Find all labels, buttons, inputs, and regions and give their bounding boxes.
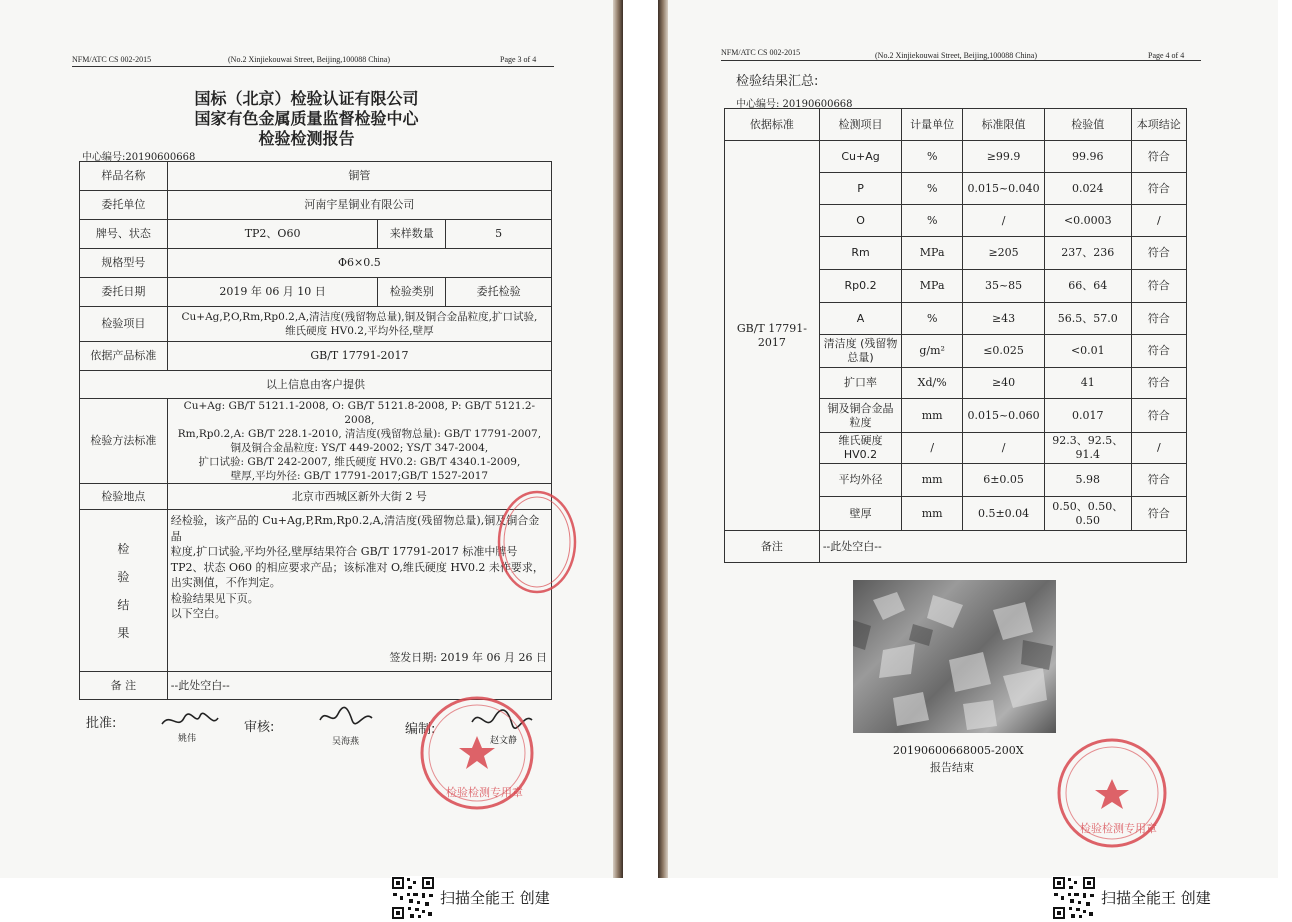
table-header-row	[725, 109, 1187, 141]
cell-unit: %	[902, 303, 963, 335]
cell-limit: 0.015~0.040	[963, 173, 1045, 205]
cell-value: 0.024	[1045, 173, 1132, 205]
remark-label: 备注	[725, 531, 820, 563]
spec-value: Φ6×0.5	[167, 249, 551, 278]
cell-unit: %	[902, 205, 963, 237]
cell-item: Rm	[819, 237, 901, 270]
standard-value: GB/T 17791-2017	[167, 342, 551, 371]
center-title: 国家有色金属质量监督检验中心	[194, 109, 419, 128]
cell-value: <0.01	[1045, 335, 1132, 368]
cell-value: 99.96	[1045, 141, 1132, 173]
microstructure-image	[853, 580, 1056, 733]
result-line: TP2、状态 O60 的相应要求产品；该标准对 O,维氏硬度 HV0.2 未作要求，	[170, 560, 544, 574]
entrust-date-value: 2019 年 06 月 10 日	[167, 278, 378, 307]
column-header: 本项结论	[1131, 109, 1186, 141]
client-info-note: 以上信息由客户提供	[80, 371, 552, 399]
qr-code-icon	[391, 876, 435, 920]
cell-item: 铜及铜合金晶粒度	[819, 399, 901, 433]
doc-address: (No.2 Xinjiekouwai Street, Beijing,100088 China)	[228, 55, 390, 64]
report-end: 报告结束	[930, 761, 974, 774]
table-row	[80, 399, 552, 484]
binding-shadow	[613, 0, 623, 922]
report-title: 检验检测报告	[258, 129, 355, 148]
cell-value: 66、64	[1045, 270, 1132, 303]
cell-item: Cu+Ag	[819, 141, 901, 173]
column-header: 依据标准	[725, 109, 820, 141]
table-row	[80, 162, 552, 191]
approve-label: 批准:	[86, 716, 117, 731]
scan-footer	[0, 878, 1292, 922]
approve-name: 姚伟	[178, 734, 197, 744]
report-page-4	[668, 0, 1278, 878]
cell-value: 237、236	[1045, 237, 1132, 270]
cell-unit: mm	[902, 399, 963, 433]
table-row	[80, 278, 552, 307]
place-label: 检验地点	[80, 484, 168, 510]
cell-item: 平均外径	[819, 464, 901, 497]
review-label: 审核:	[244, 720, 275, 735]
cell-limit: /	[963, 433, 1045, 464]
cell-unit: /	[902, 433, 963, 464]
cell-value: 92.3、92.5、91.4	[1045, 433, 1132, 464]
seal-subtext: 检验检测专用章	[1080, 822, 1157, 835]
cell-value: <0.0003	[1045, 205, 1132, 237]
column-header: 检测项目	[819, 109, 901, 141]
cell-limit: ≥205	[963, 237, 1045, 270]
cell-limit: ≥99.9	[963, 141, 1045, 173]
method-value	[167, 399, 551, 484]
center-number: 中心编号: 20190600668	[736, 99, 853, 110]
cell-item: A	[819, 303, 901, 335]
review-signature	[318, 704, 374, 730]
cell-result: 符合	[1131, 173, 1186, 205]
seal-subtext: 检验检测专用章	[446, 786, 523, 799]
cell-limit: 0.5±0.04	[963, 497, 1045, 531]
quantity-value: 5	[446, 220, 552, 249]
result-label-char: 验	[117, 569, 130, 584]
scanner-credit: 扫描全能王 创建	[1101, 889, 1211, 907]
report-page-3	[0, 0, 613, 878]
issue-date: 签发日期: 2019 年 06 月 26 日	[389, 650, 547, 664]
cell-limit: 6±0.05	[963, 464, 1045, 497]
cell-result: 符合	[1131, 335, 1186, 368]
items-label: 检验项目	[80, 307, 168, 342]
cell-unit: MPa	[902, 270, 963, 303]
cell-result: 符合	[1131, 303, 1186, 335]
result-line: 检验结果见下页。	[170, 591, 259, 605]
method-line: Cu+Ag: GB/T 5121.1-2008, O: GB/T 5121.8-2008, P: GB/T 5121.2-2008,	[183, 400, 536, 426]
image-caption: 20190600668005-200X	[893, 744, 1024, 757]
cell-item: Rp0.2	[819, 270, 901, 303]
scanner-credit: 扫描全能王 创建	[440, 889, 550, 907]
place-value: 北京市西城区新外大街 2 号	[167, 484, 551, 510]
result-line: 以下空白。	[170, 607, 226, 620]
cell-unit: Xd/%	[902, 368, 963, 399]
cell-unit: %	[902, 141, 963, 173]
cell-limit: 35~85	[963, 270, 1045, 303]
binding-shadow	[658, 0, 668, 922]
quantity-label: 来样数量	[378, 220, 446, 249]
table-row	[725, 141, 1187, 173]
cell-unit: %	[902, 173, 963, 205]
grade-value: TP2、O60	[167, 220, 378, 249]
entrust-date-label: 委托日期	[80, 278, 168, 307]
results-table	[724, 108, 1187, 563]
qr-code-icon	[1052, 876, 1096, 920]
compile-name: 赵文静	[490, 736, 518, 746]
cell-limit: ≤0.025	[963, 335, 1045, 368]
review-name: 吴海燕	[332, 737, 360, 747]
cell-result: 符合	[1131, 368, 1186, 399]
inspection-type-label: 检验类别	[378, 278, 446, 307]
cell-item: 维氏硬度 HV0.2	[819, 433, 901, 464]
header-rule	[721, 60, 1201, 61]
grade-label: 牌号、状态	[80, 220, 168, 249]
method-line: Rm,Rp0.2,A: GB/T 228.1-2010, 清洁度(残留物总量): GB/T 17791-2007,	[177, 428, 542, 440]
result-text	[167, 510, 551, 672]
table-row	[80, 191, 552, 220]
table-row	[725, 531, 1187, 563]
items-line: Cu+Ag,P,O,Rm,Rp0.2,A,清洁度(残留物总量),铜及铜合金晶粒度,扩口试验,	[181, 311, 538, 323]
result-line: 粒度,扩口试验,平均外径,壁厚结果符合 GB/T 17791-2017 标准中牌号	[170, 545, 518, 558]
cell-item: O	[819, 205, 901, 237]
company-title: 国标（北京）检验认证有限公司	[194, 89, 419, 108]
grain-pattern	[853, 580, 1056, 733]
cell-item: P	[819, 173, 901, 205]
method-line: 壁厚,平均外径: GB/T 17791-2017;GB/T 1527-2017	[230, 470, 489, 482]
cell-result: /	[1131, 433, 1186, 464]
doc-code: NFM/ATC CS 002-2015	[721, 48, 801, 57]
cell-unit: mm	[902, 497, 963, 531]
results-body	[725, 141, 1187, 531]
remark-label: 备 注	[80, 672, 168, 700]
approve-signature	[160, 710, 220, 732]
table-row	[80, 371, 552, 399]
cell-limit: 0.015~0.060	[963, 399, 1045, 433]
page-number: Page 4 of 4	[1148, 51, 1185, 60]
result-label-char: 检	[117, 541, 130, 556]
header-rule	[72, 66, 554, 67]
standard-label: 依据产品标准	[80, 342, 168, 371]
method-line: 铜及铜合金晶粒度: YS/T 449-2002; YS/T 347-2004,	[230, 442, 489, 454]
items-line: 维氏硬度 HV0.2,平均外径,壁厚	[285, 325, 434, 337]
client-value: 河南宇星铜业有限公司	[167, 191, 551, 220]
remark-value: --此处空白--	[167, 672, 551, 700]
cell-result: /	[1131, 205, 1186, 237]
result-line: 经检验，该产品的 Cu+Ag,P,Rm,Rp0.2,A,清洁度(残留物总量),铜及铜合金晶	[170, 514, 540, 543]
table-row	[80, 249, 552, 278]
cell-result: 符合	[1131, 237, 1186, 270]
result-line: 出实测值，不作判定。	[170, 576, 281, 589]
method-label: 检验方法标准	[80, 399, 168, 484]
center-number: 中心编号:20190600668	[82, 152, 196, 163]
cell-result: 符合	[1131, 497, 1186, 531]
cell-value: 0.50、0.50、0.50	[1045, 497, 1132, 531]
table-row	[80, 342, 552, 371]
table-row	[80, 510, 552, 672]
cell-value: 56.5、57.0	[1045, 303, 1132, 335]
cell-unit: g/m²	[902, 335, 963, 368]
cell-limit: /	[963, 205, 1045, 237]
inspection-seal	[495, 486, 585, 598]
table-row	[80, 484, 552, 510]
remark-value: --此处空白--	[819, 531, 1186, 563]
cell-limit: ≥43	[963, 303, 1045, 335]
cell-result: 符合	[1131, 270, 1186, 303]
column-header: 标准限值	[963, 109, 1045, 141]
items-value	[167, 307, 551, 342]
result-label-char: 果	[117, 625, 130, 640]
cell-value: 41	[1045, 368, 1132, 399]
column-header: 检验值	[1045, 109, 1132, 141]
cell-result: 符合	[1131, 464, 1186, 497]
method-line: 扩口试验: GB/T 242-2007, 维氏硬度 HV0.2: GB/T 4340.1-2009,	[198, 456, 521, 468]
cell-unit: mm	[902, 464, 963, 497]
cell-value: 0.017	[1045, 399, 1132, 433]
sample-name-value: 铜管	[167, 162, 551, 191]
doc-code: NFM/ATC CS 002-2015	[72, 55, 152, 64]
page-gap	[623, 0, 658, 922]
table-row	[80, 220, 552, 249]
inspection-type-value: 委托检验	[446, 278, 552, 307]
page-number: Page 3 of 4	[500, 55, 537, 64]
client-label: 委托单位	[80, 191, 168, 220]
result-label-char: 结	[117, 597, 130, 612]
cell-value: 5.98	[1045, 464, 1132, 497]
summary-title: 检验结果汇总:	[736, 74, 819, 89]
doc-address: (No.2 Xinjiekouwai Street, Beijing,100088 China)	[875, 51, 1037, 60]
cell-item: 壁厚	[819, 497, 901, 531]
basis-standard: GB/T 17791-2017	[725, 141, 820, 531]
cell-result: 符合	[1131, 399, 1186, 433]
cell-limit: ≥40	[963, 368, 1045, 399]
cell-result: 符合	[1131, 141, 1186, 173]
spec-label: 规格型号	[80, 249, 168, 278]
cell-item: 清洁度 (残留物总量)	[819, 335, 901, 368]
report-info-table	[79, 161, 552, 700]
table-row	[80, 307, 552, 342]
cell-unit: MPa	[902, 237, 963, 270]
cell-item: 扩口率	[819, 368, 901, 399]
compile-label: 编制:	[405, 722, 436, 737]
column-header: 计量单位	[902, 109, 963, 141]
result-label	[80, 510, 168, 672]
sample-name-label: 样品名称	[80, 162, 168, 191]
